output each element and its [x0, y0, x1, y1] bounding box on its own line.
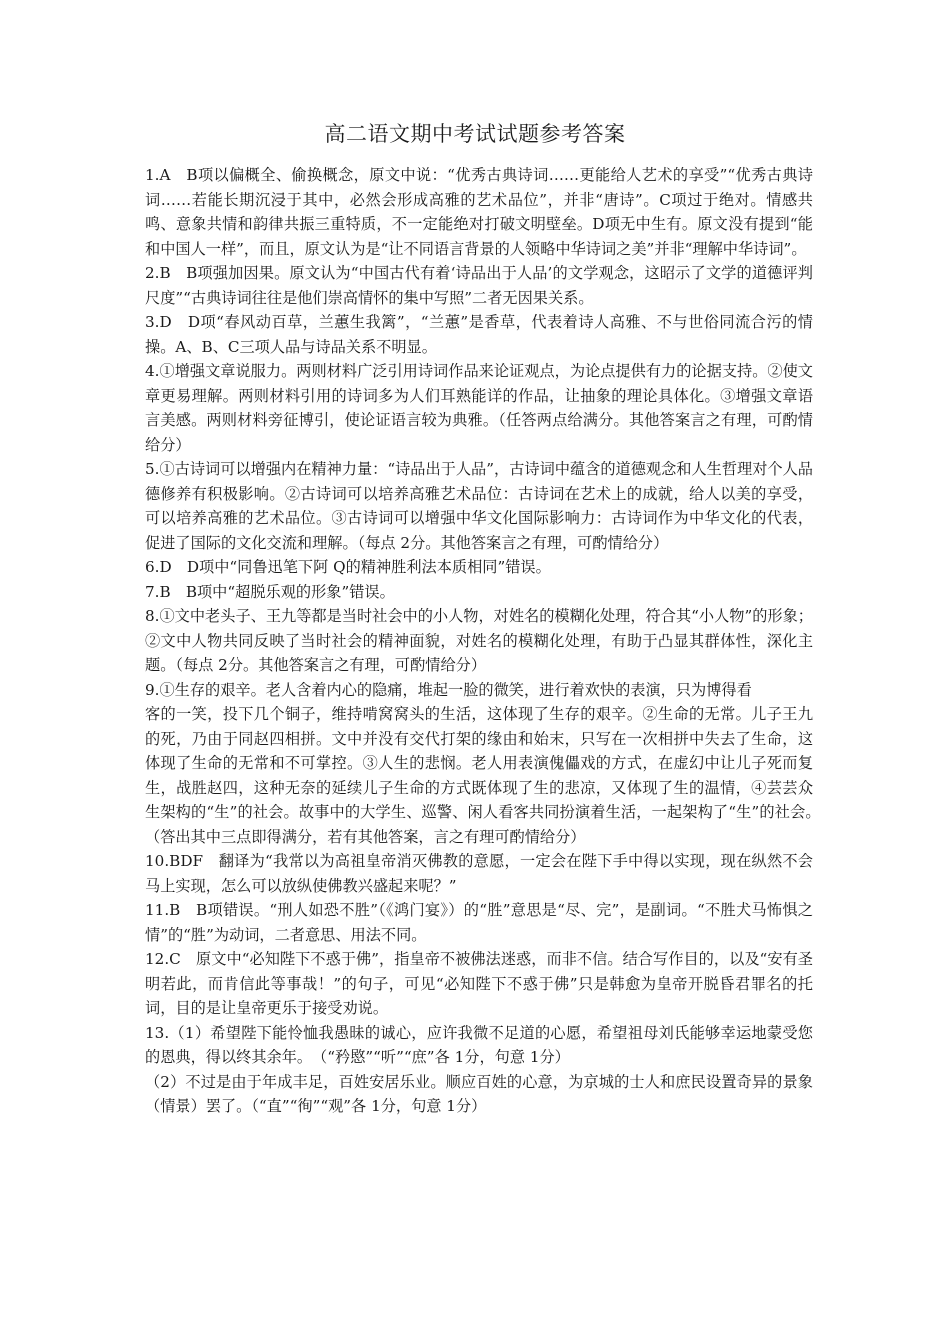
answer-paragraph: 12.C 原文中“必知陛下不惑于佛”，指皇帝不被佛法迷惑，而非不信。结合写作目的，以及“安有圣明若此，而肯信此等事哉！”的句子，可见“必知陛下不惑于佛”只是韩愈为皇帝开脱昏君罪名的托词，目的是让皇帝更乐于接受劝说。: [145, 950, 813, 1017]
answer-paragraph: 3.D D项“春风动百草，兰蕙生我篱”，“兰蕙”是香草，代表着诗人高雅、不与世俗同流合污的情操。A、B、C三项人品与诗品关系不明显。: [145, 313, 813, 356]
answer-paragraph: 13.（1）希望陛下能怜恤我愚昧的诚心，应许我微不足道的心愿，希望祖母刘氏能够幸运地蒙受您的恩典，得以终其余年。 （“矜愍”“听”“庶”各 1分，句意 1分）: [145, 1023, 813, 1066]
answer-list: [145, 163, 829, 1119]
document-title: 高二语文期中考试试题参考答案: [324, 122, 626, 146]
answer-paragraph: 6.D D项中“同鲁迅笔下阿 Q的精神胜利法本质相同”错误。: [145, 558, 551, 576]
answer-paragraph: 10.BDF 翻译为“我常以为高祖皇帝消灭佛教的意愿，一定会在陛下手中得以实现，现在纵然不会马上实现，怎么可以放纵使佛教兴盛起来呢？”: [145, 852, 813, 895]
answer-paragraph: 11.B B项错误。“刑人如恐不胜”（《鸿门宴》）的“胜”意思是“尽、完”，是副词。“不胜犬马怖惧之情”的“胜”为动词，二者意思、用法不同。: [145, 901, 813, 944]
answer-paragraph: （2）不过是由于年成丰足，百姓安居乐业。顺应百姓的心意，为京城的士人和庶民设置奇异的景象（情景）罢了。（“直”“徇”“观”各 1分，句意 1分）: [145, 1072, 813, 1115]
answer-paragraph: 1.A B项以偏概全、偷换概念，原文中说：“优秀古典诗词……更能给人艺术的享受”“优秀古典诗词……若能长期沉浸于其中，必然会形成高雅的艺术品位”，并非“唐诗”。C项过于绝对。情感共鸣、意象共情和韵律共振三重特质，不一定能绝对打破文明壁垒。D项无中生有。原文没有提到“能和中国人一样”，而且，原文认为是“让不同语言背景的人领略中华诗词之美”并非“理解中华诗词”。: [145, 166, 813, 258]
answer-paragraph: 4.①增强文章说服力。两则材料广泛引用诗词作品来论证观点，为论点提供有力的论据支持。②使文章更易理解。两则材料引用的诗词多为人们耳熟能详的作品，让抽象的理论具体化。③增强文章语言美感。两则材料旁征博引，使论证语言较为典雅。（任答两点给满分。其他答案言之有理，可酌情给分）: [145, 362, 813, 454]
answer-paragraph: 7.B B项中“超脱乐观的形象”错误。: [145, 582, 395, 601]
answer-paragraph: 5.①古诗词可以增强内在精神力量：“诗品出于人品”，古诗词中蕴含的道德观念和人生哲理对个人品德修养有积极影响。②古诗词可以培养高雅艺术品位：古诗词在艺术上的成就，给人以美的享受，可以培养高雅的艺术品位。③古诗词可以增强中华文化国际影响力：古诗词作为中华文化的代表，促进了国际的文化交流和理解。（每点 2分。其他答案言之有理，可酌情给分）: [145, 460, 813, 552]
answer-paragraph: 9.①生存的艰辛。老人含着内心的隐痛，堆起一脸的微笑，进行着欢快的表演，只为博得看: [145, 680, 752, 699]
answer-paragraph: 2.B B项强加因果。原文认为“中国古代有着‘诗品出于人品’的文学观念，这昭示了文学的道德评判尺度”“古典诗词往往是他们崇高情怀的集中写照”二者无因果关系。: [145, 264, 813, 307]
answer-paragraph: 8.①文中老头子、王九等都是当时社会中的小人物，对姓名的模糊化处理，符合其“小人物”的形象；②文中人物共同反映了当时社会的精神面貌，对姓名的模糊化处理，有助于凸显其群体性，深化主题。（每点 2分。其他答案言之有理，可酌情给分）: [145, 607, 813, 674]
answer-paragraph: 客的一笑，投下几个铜子，维持啃窝窝头的生活，这体现了生存的艰辛。②生命的无常。儿子王九的死，乃由于同赵四相拼。文中并没有交代打架的缘由和始末，只写在一次相拼中失去了生命，这体现了生命的无常和不可掌控。③人生的悲悯。老人用表演傀儡戏的方式，在虚幻中让儿子死而复生，战胜赵四，这种无奈的延续儿子生命的方式既体现了生的悲凉，又体现了生的温情，④芸芸众生架构的“生”的社会。故事中的大学生、巡警、闲人看客共同扮演着生活，一起架构了“生”的社会。 （答出其中三点即得满分，若有其他答案，言之有理可酌情给分）: [145, 705, 829, 846]
